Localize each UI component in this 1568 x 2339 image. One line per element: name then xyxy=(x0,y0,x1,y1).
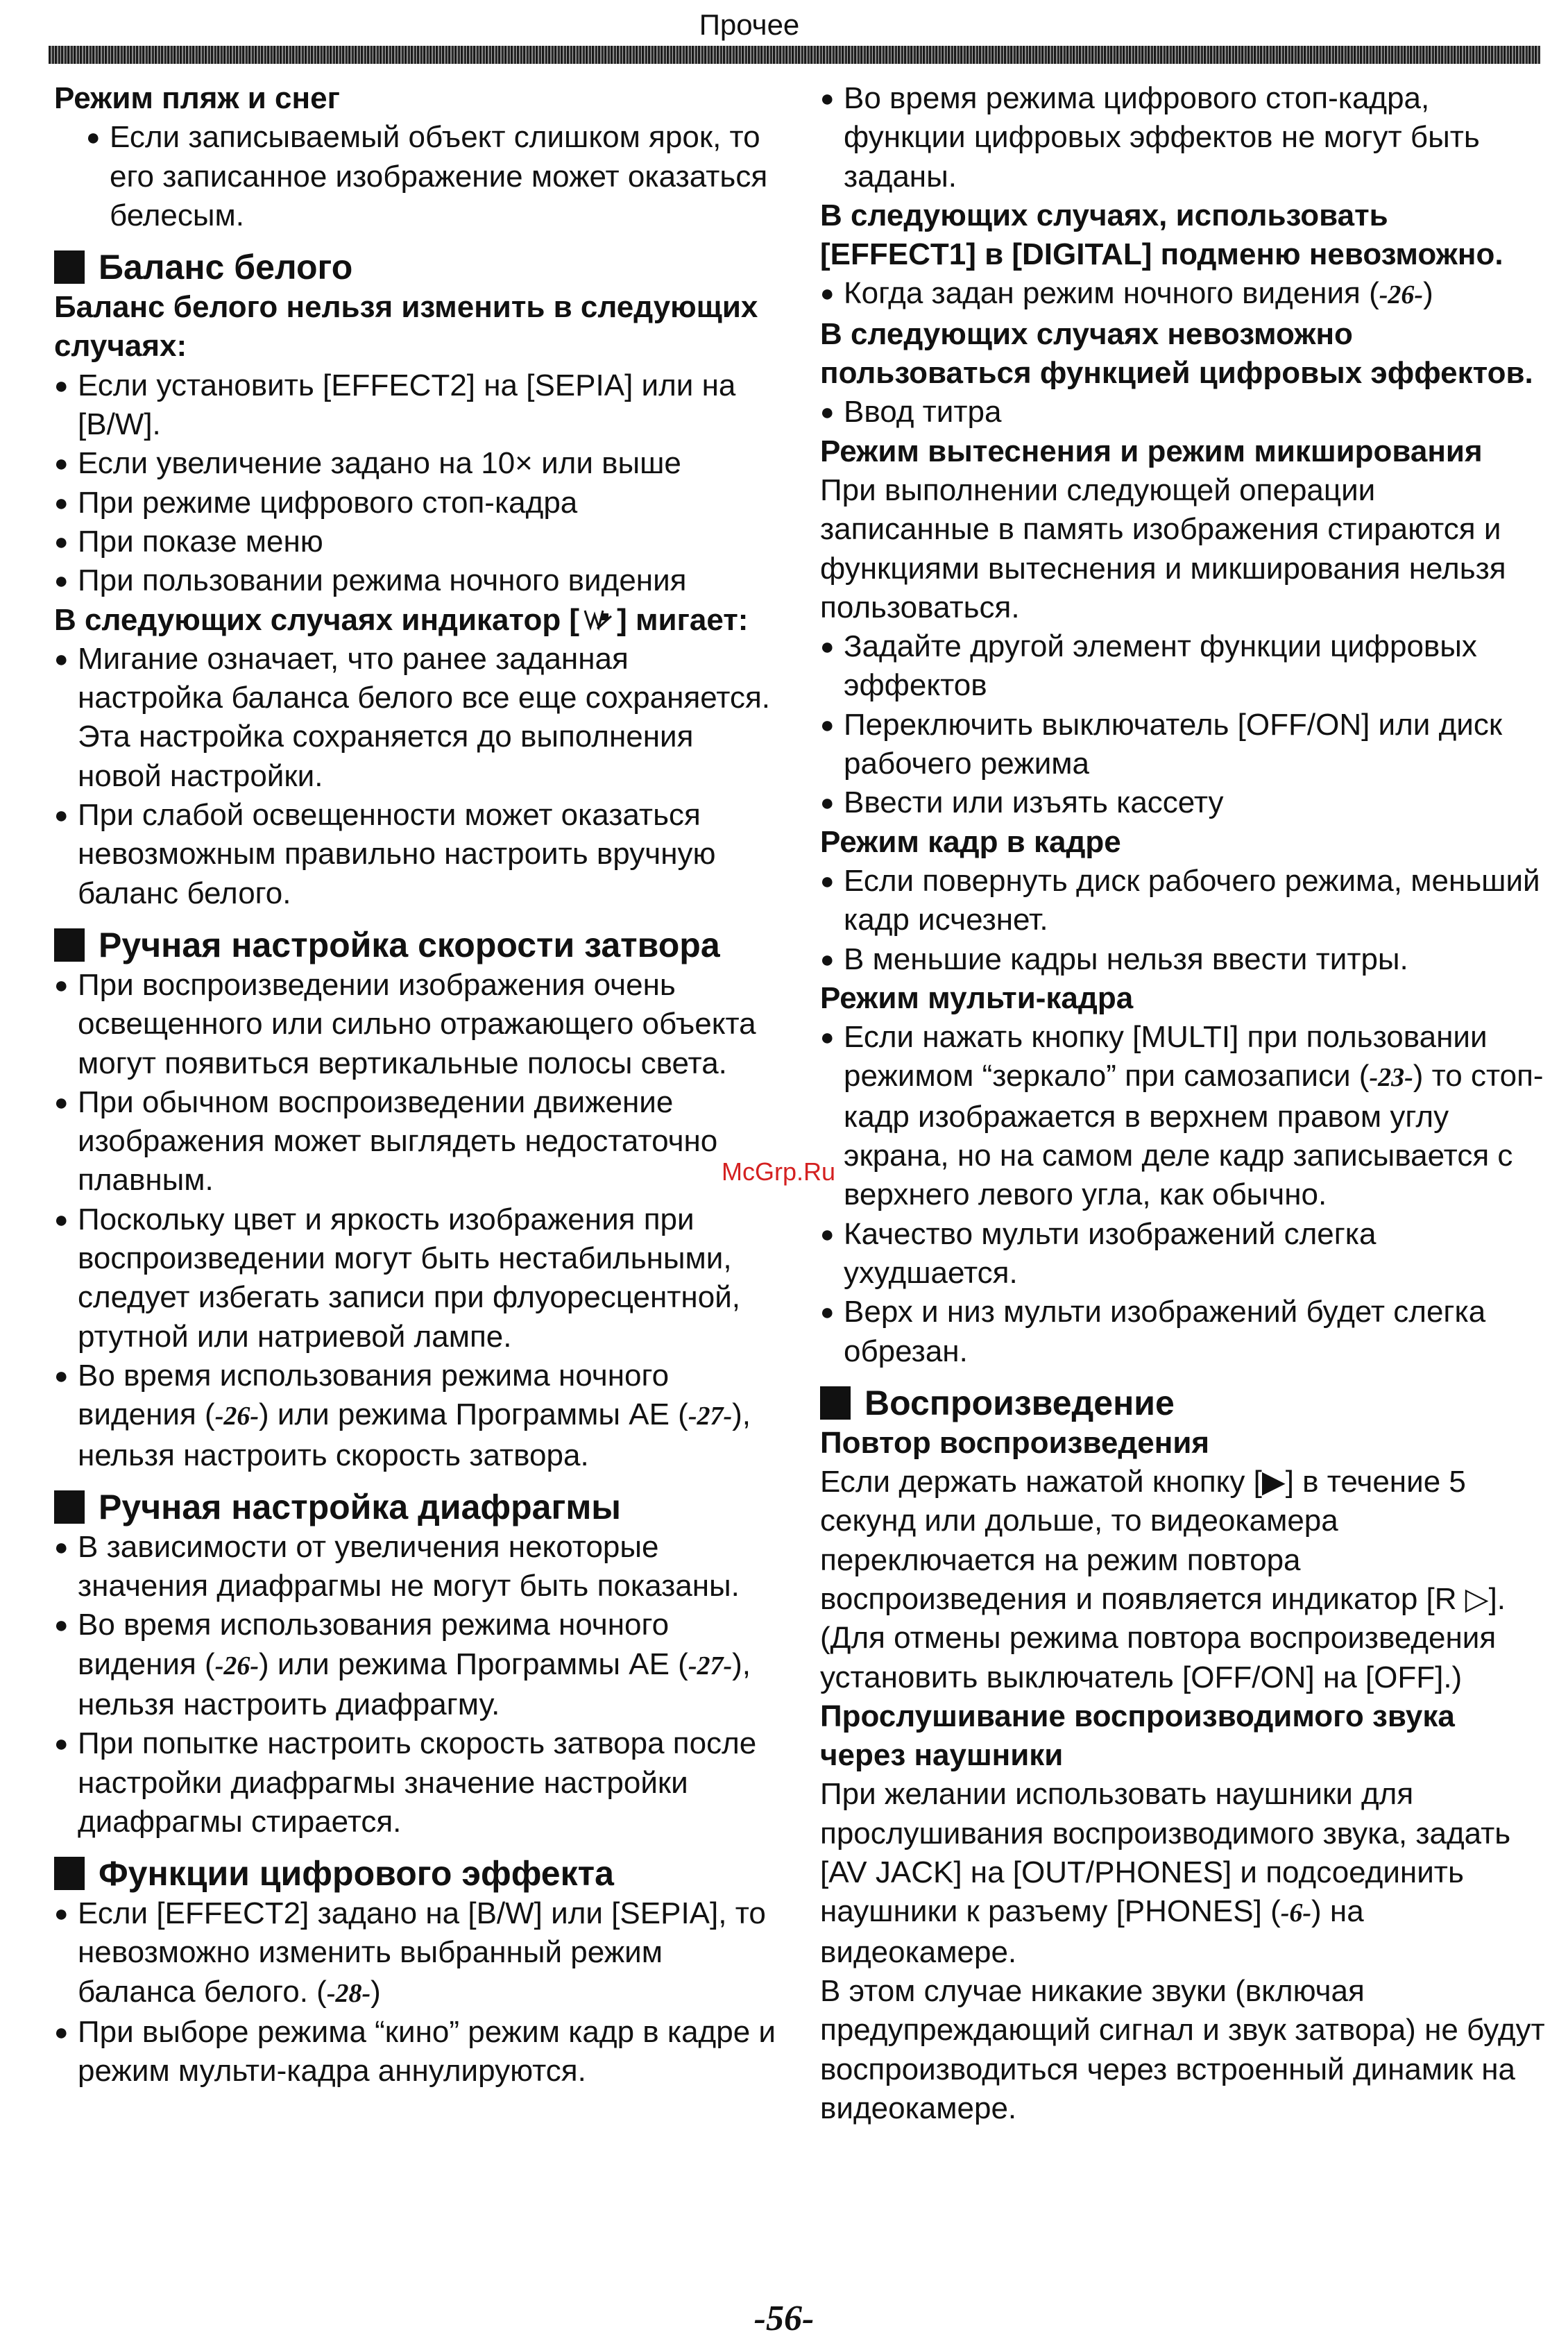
page-number: -56- xyxy=(753,2299,815,2338)
list-item: ● При воспроизведении изображения очень освещенного или сильно отражающего объекта могут появиться вертикальные полосы света. xyxy=(54,966,776,1083)
list-item: ● При показе меню xyxy=(54,522,776,561)
multi-subheading: Режим мульти-кадра xyxy=(820,980,1134,1015)
list-item: ● Поскольку цвет и яркость изображения при воспроизведении могут быть нестабильными, следует избегать записи при флуоресцентной, ртутной или натриевой лампе. xyxy=(54,1200,776,1356)
list-item: ● Переключить выключатель [OFF/ON] или диск рабочего режима xyxy=(820,706,1545,784)
wipe-mix-subheading: Режим вытеснения и режим микширования xyxy=(820,434,1483,468)
page-reference: -26- xyxy=(1379,280,1424,310)
headphones-note-paragraph: В этом случае никакие звуки (включая предупреждающий сигнал и звук затвора) не будут воспроизводиться через встроенный динамик на видеокамере. xyxy=(820,1973,1545,2125)
shutter-section-title: Ручная настройка скорости затвора xyxy=(54,926,776,964)
list-item: ● При слабой освещенности может оказаться невозможным правильно настроить вручную баланс белого. xyxy=(54,796,776,913)
page-reference: -23- xyxy=(1369,1063,1413,1093)
list-item: ● Если увеличение задано на 10× или выше xyxy=(54,444,776,483)
watermark-text: McGrp.Ru xyxy=(722,1157,836,1186)
section-square-icon xyxy=(54,1857,85,1890)
beach-snow-heading: Режим пляж и снег xyxy=(54,81,340,115)
list-item: ● Мигание означает, что ранее заданная настройка баланса белого все еще сохраняется. Эта настройка сохраняется до выполнения новой настройки. xyxy=(54,640,776,796)
list-item: ● При выборе режима “кино” режим кадр в кадре и режим мульти-кадра аннулируются. xyxy=(54,2013,776,2091)
list-item: ● Верх и низ мульти изображений будет слегка обрезан. xyxy=(820,1293,1545,1371)
list-item: ● При попытке настроить скорость затвора после настройки диафрагмы значение настройки диафрагмы стирается. xyxy=(54,1724,776,1842)
list-item: ● Если [EFFECT2] задано на [B/W] или [SEPIA], то невозможно изменить выбранный режим баланса белого. (-28-) xyxy=(54,1894,776,2013)
digital-effect-section-title: Функции цифрового эффекта xyxy=(54,1854,776,1893)
list-item: ● Если повернуть диск рабочего режима, меньший кадр исчезнет. xyxy=(820,862,1545,940)
section-square-icon xyxy=(54,928,85,962)
playback-section-title: Воспроизведение xyxy=(820,1384,1545,1422)
list-item: ● Ввести или изъять кассету xyxy=(820,783,1545,822)
pip-subheading: Режим кадр в кадре xyxy=(820,824,1121,859)
list-item: ● Задайте другой элемент функции цифровых эффектов xyxy=(820,627,1545,706)
section-square-icon xyxy=(54,1490,85,1524)
left-column xyxy=(54,79,776,2091)
headphones-paragraph: При желании использовать наушники для прослушивания воспроизводимого звука, задать [AV JACK] на [OUT/PHONES] и подсоединить наушники к разъему [PHONES] (-6-) на видеокамере. xyxy=(820,1777,1511,1969)
page-reference: -27- xyxy=(688,1651,733,1681)
beach-snow-bullet: ● Если записываемый объект слишком ярок, то его записанное изображение может оказаться белесым. xyxy=(54,118,776,235)
section-square-icon xyxy=(54,250,85,284)
list-item: ● Во время режима цифрового стоп-кадра, функции цифровых эффектов не могут быть заданы. xyxy=(820,79,1545,196)
repeat-playback-paragraph: Если держать нажатой кнопку [▶] в течение 5 секунд или дольше, то видеокамера переключается на режим повтора воспроизведения и появляется индикатор [R ▷]. (Для отмены режима повтора воспроизведения установить выключатель [OFF/ON] на [OFF].) xyxy=(820,1465,1506,1694)
repeat-playback-subheading: Повтор воспроизведения xyxy=(820,1425,1210,1460)
list-item: ● Во время использования режима ночного видения (-26-) или режима Программы AE (-27-), нельзя настроить диафрагму. xyxy=(54,1606,776,1724)
list-item: ● При пользовании режима ночного видения xyxy=(54,561,776,600)
wipe-mix-paragraph: При выполнении следующей операции записанные в память изображения стираются и функциями вытеснения и микширования нельзя пользоваться. xyxy=(820,473,1506,624)
white-balance-subheading: Баланс белого нельзя изменить в следующих случаях: xyxy=(54,290,758,364)
effect1-subheading: В следующих случаях, использовать [EFFECT1] в [DIGITAL] подменю невозможно. xyxy=(820,198,1503,272)
page-reference: -26- xyxy=(214,1651,259,1681)
list-item: ● Если нажать кнопку [MULTI] при пользовании режимом “зеркало” при самозаписи (-23-) то стоп-кадр изображается в верхнем правом углу экрана, но на самом деле кадр записывается с верхнего левого угла, как обычно. xyxy=(820,1018,1545,1214)
page-reference: -28- xyxy=(326,1978,371,2008)
section-square-icon xyxy=(820,1386,851,1420)
page-reference: -6- xyxy=(1280,1898,1312,1928)
page-reference: -27- xyxy=(688,1402,733,1431)
page-header-title: Прочее xyxy=(699,8,800,41)
list-item: ● Качество мульти изображений слегка ухудшается. xyxy=(820,1215,1545,1293)
list-item: ● Когда задан режим ночного видения (-26-) xyxy=(820,274,1545,314)
iris-section-title: Ручная настройка диафрагмы xyxy=(54,1488,776,1526)
header-divider-bar xyxy=(49,46,1540,64)
list-item: ● В меньшие кадры нельзя ввести титры. xyxy=(820,940,1545,979)
list-item: ● Если установить [EFFECT2] на [SEPIA] или на [B/W]. xyxy=(54,366,776,445)
page-reference: -26- xyxy=(214,1402,259,1431)
list-item: ● При обычном воспроизведении движение изображения может выглядеть недостаточно плавным. xyxy=(54,1083,776,1200)
white-balance-section-title: Баланс белого xyxy=(54,248,776,287)
list-item: ● Ввод титра xyxy=(820,393,1545,432)
headphones-subheading: Прослушивание воспроизводимого звука через наушники xyxy=(820,1699,1455,1773)
list-item: ● При режиме цифрового стоп-кадра xyxy=(54,484,776,522)
no-effects-subheading: В следующих случаях невозможно пользоваться функцией цифровых эффектов. xyxy=(820,316,1533,391)
list-item: ● В зависимости от увеличения некоторые значения диафрагмы не могут быть показаны. xyxy=(54,1528,776,1606)
list-item: ● Во время использования режима ночного видения (-26-) или режима Программы AE (-27-), нельзя настроить скорость затвора. xyxy=(54,1356,776,1475)
right-column xyxy=(820,79,1545,2128)
white-balance-icon xyxy=(582,605,614,633)
white-balance-indicator-subheading: В следующих случаях индикатор [ ] мигает: xyxy=(54,602,749,637)
